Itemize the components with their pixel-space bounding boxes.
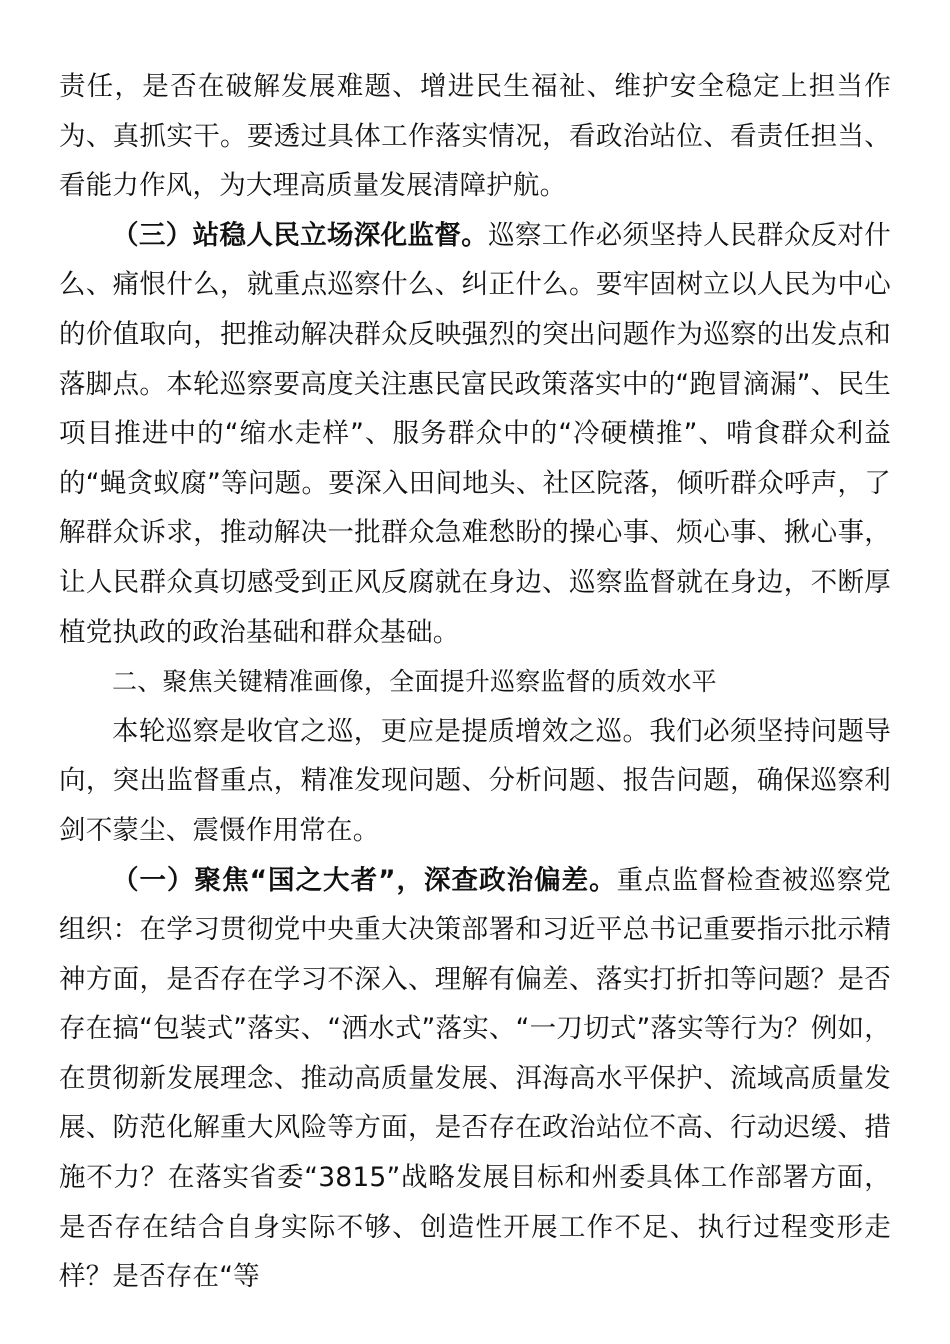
paragraph-section-3 [59,211,891,657]
paragraph-text: 本轮巡察是收官之巡，更应是提质增效之巡。我们必须坚持问题导向，突出监督重点，精准发现问题、分析问题、报告问题，确保巡察利剑不蒙尘、震慑作用常在。 [59,715,891,846]
paragraph-text: 巡察工作必须坚持人民群众反对什么、痛恨什么，就重点巡察什么、纠正什么。要牢固树立以人民为中心的价值取向，把推动解决群众反映强烈的突出问题作为巡察的出发点和落脚点。本轮巡察要高度关注惠民富民政策落实中的“跑冒滴漏”、民生项目推进中的“缩水走样”、服务群众中的“冷硬横推”、啃食群众利益的“蝇贪蚁腐”等问题。要深入田间地头、社区院落，倾听群众呼声，了解群众诉求，推动解决一批群众急难愁盼的操心事、烦心事、揪心事，让人民群众真切感受到正风反腐就在身边、巡察监督就在身边，不断厚植党执政的政治基础和群众基础。 [59,219,891,648]
document-body [59,62,891,1302]
paragraph-section-1 [59,856,891,1302]
paragraph-intro [59,707,891,856]
section-heading-bold: （一）聚焦“国之大者”，深查政治偏差。 [112,864,617,896]
paragraph-text: 责任，是否在破解发展难题、增进民生福祉、维护安全稳定上担当作为、真抓实干。要透过具体工作落实情况，看政治站位、看责任担当、看能力作风，为大理高质量发展清障护航。 [59,71,891,202]
chapter-heading [59,657,891,707]
paragraph-text: 重点监督检查被巡察党组织：在学习贯彻党中央重大决策部署和习近平总书记重要指示批示精神方面，是否存在学习不深入、理解有偏差、落实打折扣等问题？是否存在搞“包装式”落实、“洒水式”落实、“一刀切式”落实等行为？例如，在贯彻新发展理念、推动高质量发展、洱海高水平保护、流域高质量发展、防范化解重大风险等方面，是否存在政治站位不高、行动迟缓、措施不力？在落实省委“3815”战略发展目标和州委具体工作部署方面，是否存在结合自身实际不够、创造性开展工作不足、执行过程变形走样？是否存在“等 [59,864,892,1293]
section-heading-bold: （三）站稳人民立场深化监督。 [112,219,489,251]
paragraph-continuation [59,62,891,211]
chapter-heading-text: 二、聚焦关键精准画像，全面提升巡察监督的质效水平 [112,667,717,697]
